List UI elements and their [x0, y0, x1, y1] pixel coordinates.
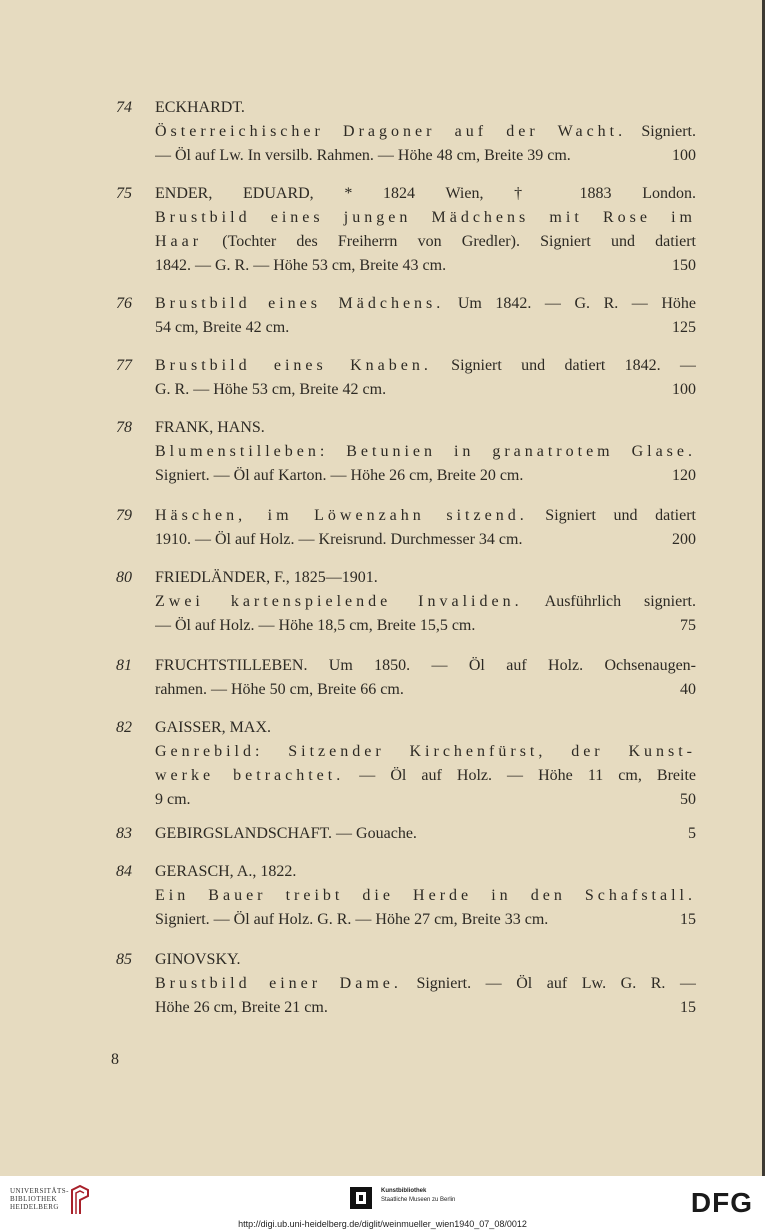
price: 50	[680, 791, 696, 808]
lot-number: 79	[116, 507, 132, 524]
entry-text	[155, 566, 696, 638]
entry-description	[155, 996, 328, 1020]
spaced-title: Genrebild: Sitzender Kirchenfürst, der Kunst-	[155, 743, 696, 760]
price: 120	[672, 467, 696, 484]
entry-line	[155, 948, 696, 972]
entry-line	[155, 254, 696, 278]
entry-description	[155, 822, 417, 846]
text-run: FRUCHTSTILLEBEN. Um 1850. — Öl auf Holz. Ochsenaugen-	[155, 657, 696, 674]
entry-text	[155, 96, 696, 168]
spaced-title: werke betrachtet.	[155, 767, 345, 784]
text-run: Signiert. — Öl auf Karton. — Höhe 26 cm, Breite 20 cm.	[155, 467, 524, 484]
entry-text	[155, 822, 696, 846]
entry-description	[155, 144, 571, 168]
text-run: Ausführlich signiert.	[522, 593, 696, 610]
entry-text	[155, 182, 696, 278]
lot-number: 78	[116, 419, 132, 436]
text-run: GERASCH, A., 1822.	[155, 863, 297, 880]
entry-description	[155, 316, 289, 340]
entry-text	[155, 292, 696, 340]
text-run: GAISSER, MAX.	[155, 719, 272, 736]
text-run: Signiert und datiert 1842. —	[431, 357, 696, 374]
kunstbibliothek-subtitle: Staatliche Museen zu Berlin	[381, 1197, 456, 1203]
footer-bar	[0, 1176, 765, 1231]
text-run: FRIEDLÄNDER, F., 1825—1901.	[155, 569, 378, 586]
entry-line	[155, 464, 696, 488]
price: 100	[672, 381, 696, 398]
university-library-name	[10, 1187, 69, 1211]
entry-line	[155, 764, 696, 788]
entry-line	[155, 884, 696, 908]
kunstbibliothek-logo-icon	[350, 1187, 372, 1209]
lot-number: 74	[116, 99, 132, 116]
entry-line	[155, 590, 696, 614]
entry-line	[155, 788, 696, 812]
text-run: — Öl auf Holz. — Höhe 11 cm, Breite	[344, 767, 696, 784]
entry-line	[155, 144, 696, 168]
lot-number: 85	[116, 951, 132, 968]
spaced-title: Brustbild eines Knaben.	[155, 357, 432, 374]
text-run: GINOVSKY.	[155, 951, 241, 968]
spaced-title: Haar	[155, 233, 203, 250]
entry-description	[155, 908, 548, 932]
spaced-title: Österreichischer Dragoner auf der Wacht.	[155, 123, 627, 140]
text-run: Signiert. — Öl auf Holz. G. R. — Höhe 27 cm, Breite 33 cm.	[155, 911, 549, 928]
entry-line	[155, 440, 696, 464]
entry-text	[155, 416, 696, 488]
lot-number: 81	[116, 657, 132, 674]
entry-line	[155, 996, 696, 1020]
text-run: Um 1842. — G. R. — Höhe	[444, 295, 696, 312]
lot-number: 76	[116, 295, 132, 312]
entry-description	[155, 678, 404, 702]
entry-text	[155, 860, 696, 932]
text-run: — Öl auf Holz. — Höhe 18,5 cm, Breite 15,5 cm.	[155, 617, 476, 634]
entry-line	[155, 614, 696, 638]
entry-text	[155, 654, 696, 702]
price: 100	[672, 147, 696, 164]
entry-line	[155, 378, 696, 402]
price: 5	[688, 825, 696, 842]
entry-line	[155, 678, 696, 702]
entry-text	[155, 354, 696, 402]
entry-line	[155, 120, 696, 144]
entry-line	[155, 316, 696, 340]
entry-line	[155, 566, 696, 590]
price: 150	[672, 257, 696, 274]
text-run: — Öl auf Lw. In versilb. Rahmen. — Höhe 48 cm, Breite 39 cm.	[155, 147, 571, 164]
entry-line	[155, 292, 696, 316]
spaced-title: Zwei kartenspielende Invaliden.	[155, 593, 523, 610]
text-run: 1910. — Öl auf Holz. — Kreisrund. Durchmesser 34 cm.	[155, 531, 523, 548]
entry-line	[155, 908, 696, 932]
entry-line	[155, 972, 696, 996]
entry-description	[155, 464, 523, 488]
text-run: Signiert. — Öl auf Lw. G. R. —	[401, 975, 696, 992]
price: 200	[672, 531, 696, 548]
lot-number: 80	[116, 569, 132, 586]
entry-text	[155, 504, 696, 552]
price: 15	[680, 999, 696, 1016]
source-url[interactable]: http://digi.ub.uni-heidelberg.de/diglit/weinmueller_wien1940_07_08/0012	[238, 1219, 527, 1229]
spaced-title: Häschen, im Löwenzahn sitzend.	[155, 507, 528, 524]
text-run: FRANK, HANS.	[155, 419, 265, 436]
entry-description	[155, 254, 446, 278]
university-line: UNIVERSITÄTS-	[10, 1187, 69, 1195]
entry-line	[155, 716, 696, 740]
spaced-title: Brustbild eines jungen Mädchens mit Rose im	[155, 209, 696, 226]
entry-line	[155, 822, 696, 846]
text-run: ECKHARDT.	[155, 99, 245, 116]
price: 75	[680, 617, 696, 634]
lot-number: 82	[116, 719, 132, 736]
entry-line	[155, 96, 696, 120]
entry-line	[155, 354, 696, 378]
lot-number: 77	[116, 357, 132, 374]
text-run: ENDER, EDUARD, * 1824 Wien, † 1883 London.	[155, 185, 696, 202]
text-run: G. R. — Höhe 53 cm, Breite 42 cm.	[155, 381, 387, 398]
price: 125	[672, 319, 696, 336]
spaced-title: Blumenstilleben: Betunien in granatrotem Glase.	[155, 443, 696, 460]
spaced-title: Ein Bauer treibt die Herde in den Schafstall.	[155, 887, 696, 904]
entry-description	[155, 614, 475, 638]
entry-description	[155, 788, 191, 812]
spaced-title: Brustbild eines Mädchens.	[155, 295, 445, 312]
kunstbibliothek-title: Kunstbibliothek	[381, 1188, 427, 1194]
lot-number: 83	[116, 825, 132, 842]
spaced-title: Brustbild einer Dame.	[155, 975, 402, 992]
entry-line	[155, 504, 696, 528]
entry-description	[155, 378, 386, 402]
price: 15	[680, 911, 696, 928]
text-run: 9 cm.	[155, 791, 191, 808]
entry-line	[155, 528, 696, 552]
university-line: BIBLIOTHEK	[10, 1195, 57, 1203]
entry-text	[155, 716, 696, 812]
price: 40	[680, 681, 696, 698]
text-run: 54 cm, Breite 42 cm.	[155, 319, 290, 336]
entry-line	[155, 206, 696, 230]
lot-number: 84	[116, 863, 132, 880]
text-run: Höhe 26 cm, Breite 21 cm.	[155, 999, 328, 1016]
entry-line	[155, 740, 696, 764]
university-logo-icon	[68, 1184, 92, 1216]
entry-line	[155, 416, 696, 440]
lot-number: 75	[116, 185, 132, 202]
text-run: (Tochter des Freiherrn von Gredler). Signiert und datiert	[202, 233, 696, 250]
page-number: 8	[111, 1051, 119, 1068]
text-run: rahmen. — Höhe 50 cm, Breite 66 cm.	[155, 681, 404, 698]
entry-line	[155, 230, 696, 254]
text-run: Signiert und datiert	[527, 507, 696, 524]
university-line: HEIDELBERG	[10, 1203, 59, 1211]
text-run: Signiert.	[626, 123, 696, 140]
entry-line	[155, 860, 696, 884]
entry-text	[155, 948, 696, 1020]
entry-line	[155, 654, 696, 678]
text-run: GEBIRGSLANDSCHAFT. — Gouache.	[155, 825, 417, 842]
text-run: 1842. — G. R. — Höhe 53 cm, Breite 43 cm.	[155, 257, 447, 274]
kunstbibliothek-label	[381, 1187, 455, 1205]
entry-line	[155, 182, 696, 206]
entry-description	[155, 528, 522, 552]
dfg-logo: DFG	[690, 1187, 753, 1218]
